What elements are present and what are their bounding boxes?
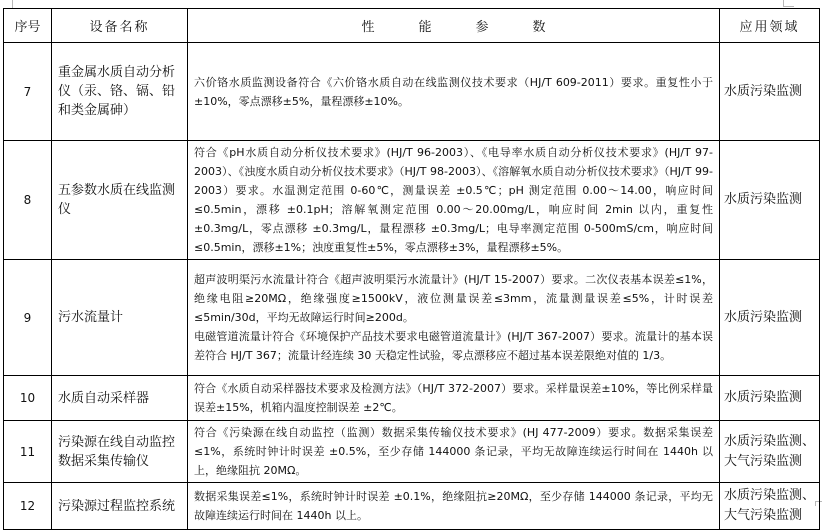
performance-params <box>188 43 720 141</box>
page-corner-mark <box>783 0 794 7</box>
performance-params <box>188 421 720 483</box>
header-params <box>188 9 720 43</box>
equipment-name: 五参数水质在线监测仪 <box>52 141 188 260</box>
params-paragraph: 符合《pH水质自动分析仪技术要求》(HJ/T 96-2003）、《电导率水质自动分析仪技术要求》(HJ/T 97-2003）、《浊度水质自动分析仪技术要求》（HJ/T 98-2003）、《溶解氧水质自动分析仪技术要求》（HJ/T 99-2003）要求。水温测定范围 0-60℃，测量误差 ±0.5℃；pH 测定范围 0.00～14.00，响应时间≤0.5min，漂移 ±0.1pH；溶解氧测定范围 0.00～20.00mg/L，响应时间 2min 以内，重复性 ±0.3mg/L，零点漂移 ±0.3mg/L，量程漂移 ±0.3mg/L；电导率测定范围 0-500mS/cm，响应时间≤0.5min，漂移±1%；浊度重复性±5%，零点漂移±3%，量程漂移±5%。 <box>194 146 713 254</box>
application-field: 水质污染监测、大气污染监测 <box>720 421 820 483</box>
header-params-char: 数 <box>532 20 546 35</box>
header-params-char: 能 <box>418 20 432 35</box>
row-no: 8 <box>4 141 52 260</box>
header-params-char: 参 <box>475 20 489 35</box>
table-row <box>4 260 820 376</box>
row-no: 12 <box>4 483 52 530</box>
application-field: 水质污染监测、大气污染监测 <box>720 483 820 530</box>
params-paragraph: 超声波明渠污水流量计符合《超声波明渠污水流量计》(HJ/T 15-2007）要求。二次仪表基本误差≤1%，绝缘电阻≥20MΩ，绝缘强度≥1500kV，液位测量误差≤3mm，流量测量误差≤5%，计时误差≤5min/30d，平均无故障运行时间≥200d。 <box>194 273 713 324</box>
header-no <box>4 9 52 43</box>
header-no-label: 序号 <box>14 20 41 35</box>
row-no: 10 <box>4 376 52 421</box>
equipment-name: 污水流量计 <box>52 260 188 376</box>
header-field <box>720 9 820 43</box>
header-params-char: 性 <box>361 20 375 35</box>
application-field: 水质污染监测 <box>720 43 820 141</box>
application-field: 水质污染监测 <box>720 260 820 376</box>
application-field: 水质污染监测 <box>720 376 820 421</box>
table-header-row <box>4 9 820 43</box>
performance-params <box>188 141 720 260</box>
equipment-name: 重金属水质自动分析仪（汞、铬、镉、铅和类金属砷） <box>52 43 188 141</box>
table-row <box>4 376 820 421</box>
header-name <box>52 9 188 43</box>
params-paragraph: 六价铬水质监测设备符合《六价铬水质自动在线监测仪技术要求（HJ/T 609-2011）要求。重复性小于±10%，零点漂移±5%，量程漂移±10%。 <box>194 75 713 108</box>
table-row <box>4 483 820 530</box>
row-no: 7 <box>4 43 52 141</box>
table-row <box>4 141 820 260</box>
header-field-label: 应用领域 <box>739 20 800 35</box>
row-no: 9 <box>4 260 52 376</box>
params-paragraph: 符合《水质自动采样器技术要求及检测方法》（HJ/T 372-2007）要求。采样量误差±10%，等比例采样量误差±15%，机箱内温度控制误差 ±2℃。 <box>194 382 713 414</box>
application-field: 水质污染监测 <box>720 141 820 260</box>
equipment-name: 污染源在线自动监控数据采集传输仪 <box>52 421 188 483</box>
header-name-label: 设备名称 <box>89 20 150 35</box>
performance-params <box>188 260 720 376</box>
equipment-name: 水质自动采样器 <box>52 376 188 421</box>
equipment-name: 污染源过程监控系统 <box>52 483 188 530</box>
table-row <box>4 43 820 141</box>
table-row <box>4 421 820 483</box>
params-paragraph: 电磁管道流量计符合《环境保护产品技术要求电磁管道流量计》(HJ/T 367-2007）要求。流量计的基本误差符合 HJ/T 367；流量计经连续 30 天稳定性试验，零点漂移应不超过基本误差限绝对值的 1/3。 <box>194 330 713 362</box>
params-paragraph: 符合《污染源在线自动监控（监测）数据采集传输仪技术要求》(HJ 477-2009）要求。数据采集误差≤1%，系统时钟计时误差 ±0.5%，至少存储 144000 条记录，平均无故障连续运行时间在 1440h 以上，绝缘阻抗 20MΩ。 <box>194 426 713 477</box>
row-no: 11 <box>4 421 52 483</box>
params-paragraph: 数据采集误差≤1%，系统时钟计时误差 ±0.1%，绝缘阻抗≥20MΩ，至少存储 144000 条记录，平均无故障连续运行时间在 1440h 以上。 <box>194 490 713 522</box>
performance-params <box>188 483 720 530</box>
performance-params <box>188 376 720 421</box>
equipment-spec-table <box>3 8 820 530</box>
